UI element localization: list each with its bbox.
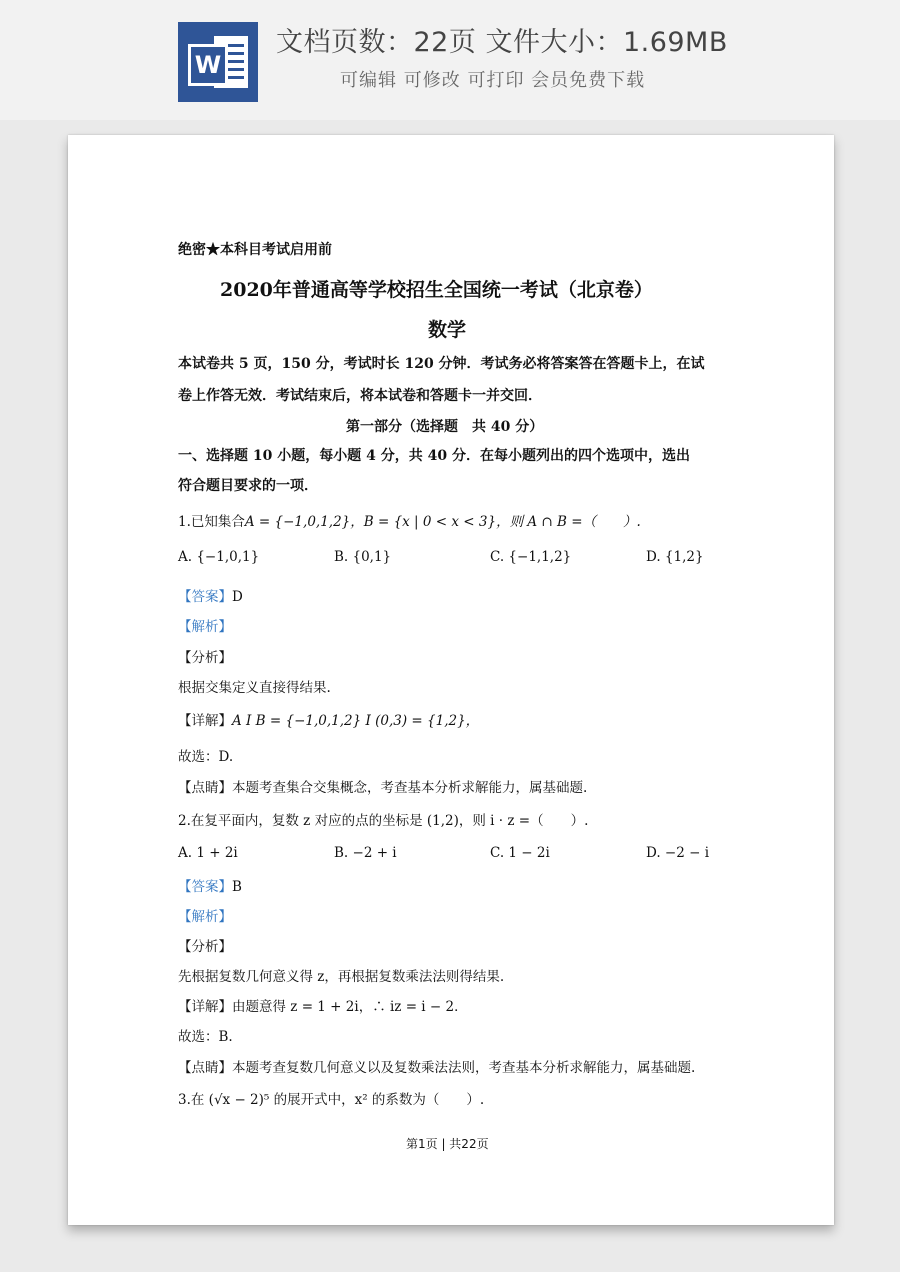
q1-option-b: B. {0,1} [334, 549, 392, 565]
question-1-stem [178, 510, 641, 530]
exam-title: 2020年普通高等学校招生全国统一考试（北京卷） [220, 279, 653, 301]
part-heading: 第一部分（选择题 共 40 分） [346, 419, 544, 435]
q2-dianjing-text: 本题考查复数几何意义以及复数乘法法则，考查基本分析求解能力，属基础题. [232, 1060, 696, 1076]
intro-line-2: 卷上作答无效．考试结束后，将本试卷和答题卡一并交回． [178, 388, 542, 404]
word-letter-logo: W [188, 44, 228, 86]
q2-option-a: A. 1 + 2i [178, 845, 238, 861]
question-3-stem: 3.在 (√x − 2)⁵ 的展开式中，x² 的系数为（ ）. [178, 1092, 485, 1108]
question-1-prefix: 1.已知集合 [178, 514, 245, 530]
q1-option-d: D. {1,2} [646, 549, 704, 565]
q2-fenxi-tag: 【分析】 [178, 939, 232, 955]
q1-answer [178, 585, 243, 605]
section-heading-line-1: 一、选择题 10 小题，每小题 4 分，共 40 分．在每小题列出的四个选项中，选出 [178, 448, 690, 464]
q1-option-c: C. {−1,1,2} [490, 549, 572, 565]
q2-answer [178, 875, 242, 895]
q1-dianjing [178, 776, 587, 796]
q1-dianjing-tag: 【点睛】 [178, 780, 232, 796]
q2-xiangjie-tag: 【详解】 [178, 999, 232, 1015]
q1-fenxi-tag: 【分析】 [178, 650, 232, 666]
q2-option-d: D. −2 − i [646, 845, 710, 861]
q2-answer-value: B [232, 879, 242, 895]
subject-title: 数学 [428, 319, 467, 341]
q1-jiexi-tag: 【解析】 [178, 619, 232, 635]
document-page [68, 135, 834, 1225]
q1-guxuan: 故选：D. [178, 749, 234, 765]
q1-xiangjie-text: A I B = {−1,0,1,2} I (0,3) = {1,2}， [232, 713, 480, 729]
q2-answer-tag: 【答案】 [178, 879, 232, 895]
file-features-subtitle: 可编辑 可修改 可打印 会员免费下载 [340, 70, 646, 91]
q2-dianjing [178, 1056, 695, 1076]
q2-option-b: B. −2 + i [334, 845, 397, 861]
intro-line-1: 本试卷共 5 页，150 分，考试时长 120 分钟．考试务必将答案答在答题卡上，在试 [178, 356, 705, 372]
download-banner [0, 0, 900, 120]
file-info-title: 文档页数：22页 文件大小：1.69MB [276, 27, 728, 58]
q1-fenxi-text: 根据交集定义直接得结果. [178, 680, 331, 696]
q2-xiangjie-text: 由题意得 z = 1 + 2i，∴ iz = i − 2． [232, 999, 468, 1015]
word-document-icon [178, 22, 258, 102]
question-2-stem: 2.在复平面内，复数 z 对应的点的坐标是 (1,2)，则 i · z =（ ）. [178, 813, 589, 829]
q2-xiangjie [178, 995, 468, 1015]
q2-fenxi-text: 先根据复数几何意义得 z，再根据复数乘法法则得结果. [178, 969, 505, 985]
question-1-math: A = {−1,0,1,2}，B = {x | 0 < x < 3}，则 A ∩ B =（ ）. [244, 514, 641, 530]
section-heading-line-2: 符合题目要求的一项． [178, 478, 318, 494]
secret-label: 绝密★本科目考试启用前 [178, 242, 332, 258]
q2-guxuan: 故选：B. [178, 1029, 233, 1045]
q1-answer-value: D [232, 589, 243, 605]
q1-xiangjie [178, 709, 479, 729]
q2-jiexi-tag: 【解析】 [178, 909, 232, 925]
q1-answer-tag: 【答案】 [178, 589, 232, 605]
q2-dianjing-tag: 【点睛】 [178, 1060, 232, 1076]
q2-option-c: C. 1 − 2i [490, 845, 550, 861]
page-footer: 第1页 | 共22页 [406, 1137, 489, 1151]
q1-dianjing-text: 本题考查集合交集概念，考查基本分析求解能力，属基础题. [232, 780, 588, 796]
q1-option-a: A. {−1,0,1} [178, 549, 260, 565]
q1-xiangjie-tag: 【详解】 [178, 713, 232, 729]
